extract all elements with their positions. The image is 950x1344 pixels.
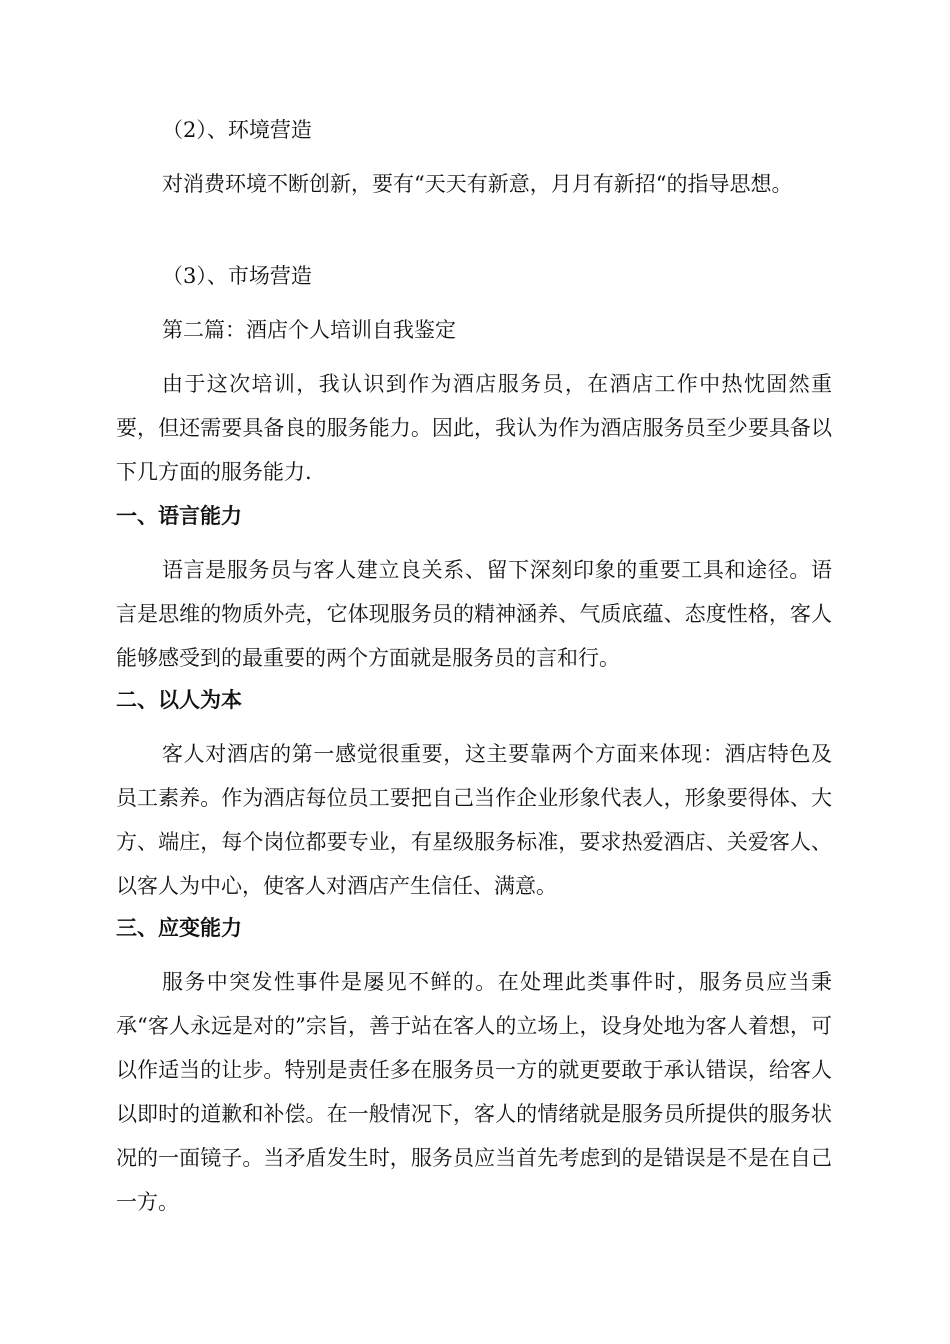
item-2-paragraph: 对消费环境不断创新，要有“天天有新意，月月有新招“的指导思想。 <box>162 172 793 196</box>
section-heading-language: 一、语言能力 <box>116 504 242 528</box>
section-paragraph-language: 语言是服务员与客人建立良关系、留下深刻印象的重要工具和途径。语言是思维的物质外壳，它体现服务员的精神涵养、气质底蕴、态度性格，客人能够感受到的最重要的两个方面就是服务员的言和行。 <box>116 558 832 670</box>
intro-paragraph: 由于这次培训，我认识到作为酒店服务员，在酒店工作中热忱固然重要，但还需要具备良的服务能力。因此，我认为作为酒店服务员至少要具备以下几方面的服务能力. <box>116 372 832 484</box>
item-2-heading: （2）、环境营造 <box>162 118 312 142</box>
section-heading-people-oriented: 二、以人为本 <box>116 688 242 712</box>
section-paragraph-adaptability: 服务中突发性事件是屡见不鲜的。在处理此类事件时，服务员应当秉承“客人永远是对的”宗旨，善于站在客人的立场上，设身处地为客人着想，可以作适当的让步。特别是责任多在服务员一方的就更要敢于承认错误，给客人以即时的道歉和补偿。在一般情况下，客人的情绪就是服务员所提供的服务状况的一面镜子。当矛盾发生时，服务员应当首先考虑到的是错误是不是在自己一方。 <box>116 970 832 1214</box>
chapter-title: 第二篇：酒店个人培训自我鉴定 <box>162 318 456 342</box>
section-paragraph-people-oriented: 客人对酒店的第一感觉很重要，这主要靠两个方面来体现：酒店特色及员工素养。作为酒店每位员工要把自己当作企业形象代表人，形象要得体、大方、端庄，每个岗位都要专业，有星级服务标准，要求热爱酒店、关爱客人、以客人为中心，使客人对酒店产生信任、满意。 <box>116 742 832 898</box>
item-3-heading: （3）、市场营造 <box>162 264 312 288</box>
section-heading-adaptability: 三、应变能力 <box>116 916 242 940</box>
